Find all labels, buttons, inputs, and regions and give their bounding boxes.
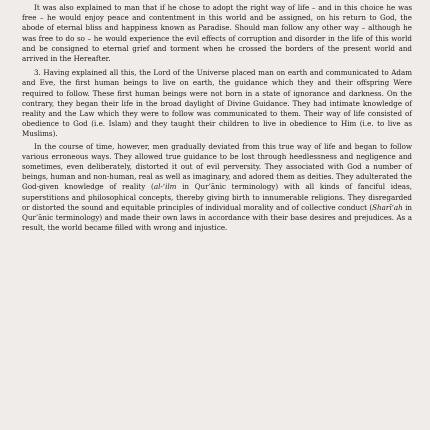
italic-term: al-‘ilm <box>153 182 177 192</box>
text-run: 3. Having explained all this, the Lord of the Universe placed man on earth and communicated to Adam and Eve, the first human beings to live on earth, the guidance which they and their offspring Were required to follow. These first human beings were not born in a state of ignorance and darkness. On the contrary, they began their life in the broad daylight of Divine Guidance. They had intimate knowledge of reality and the Law which they were to follow was communicated to them. Their way of life consisted of obedience to God (i.e. Islam) and they taught their children to live in obedience to Him (i.e. to live as Muslims). <box>22 68 412 139</box>
text-run: It was also explained to man that if he chose to adopt the right way of life – and in this choice he was free – he would enjoy peace and contentment in this world and be assigned, on his return to God, the abode of eternal bliss and happiness known as Paradise. Should man follow any other way – although he was free to do so – he would experience the evil effects of corruption and disorder in the life of this world and be consigned to eternal grief and torment when he crossed the borders of the present world and arrived in the Hereafter. <box>22 3 412 64</box>
paragraph-consequences <box>22 3 412 64</box>
paragraph-deviation <box>22 142 412 234</box>
text-run: In the course of time, however, men gradually deviated from this true way of life and began to follow various erroneous ways. They allowed true guidance to be lost through heedlessness and negligence and sometimes, even deliberately, distorted it out of evil perversity. They associated with God a number of beings, human and non-human, real as well as imaginary, and adored them as deities. They adulterated the God-given knowledge of reality ( <box>22 141 412 192</box>
text-run: in Qur’ānic terminology) with all kinds of fanciful ideas, superstitions and philosophical concepts, thereby giving birth to innumerable religions. They disregarded or distorted the sound and equitable principles of individual morality and of collective conduct ( <box>22 182 412 212</box>
paragraph-numbered-3 <box>22 68 412 139</box>
italic-term: Sharī‘ah <box>372 202 403 212</box>
text-run: in Qur’ānic terminology) and made their own laws in accordance with their base desires and prejudices. As a result, the world became filled with wrong and injustice. <box>22 202 413 233</box>
